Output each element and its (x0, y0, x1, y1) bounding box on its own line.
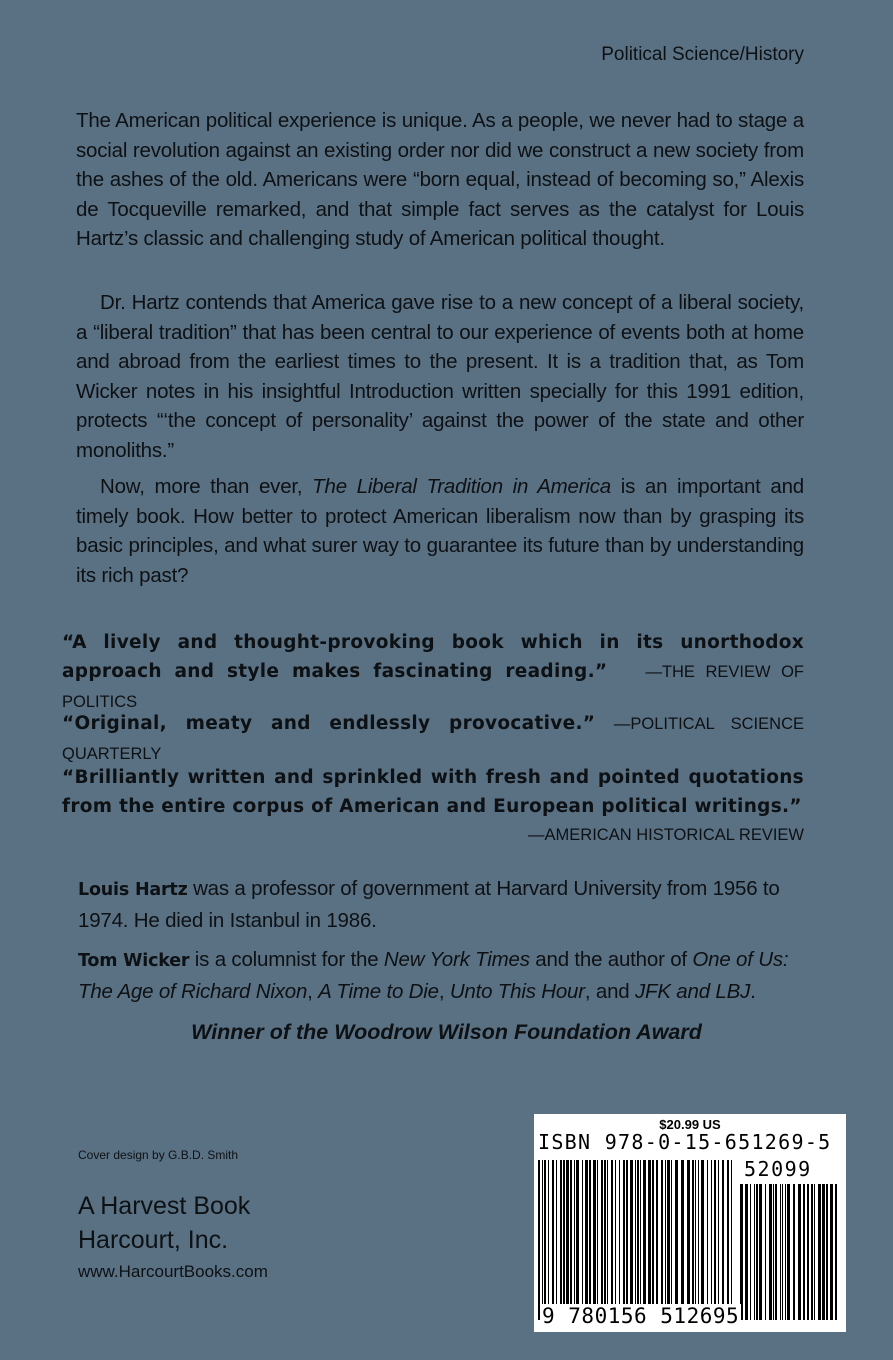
barcode-bar (542, 1160, 543, 1320)
barcode-bar (803, 1184, 805, 1320)
publisher-website: www.HarcourtBooks.com (78, 1262, 268, 1281)
book-jfk-lbj: JFK and LBJ (634, 979, 751, 1003)
barcode-bar (793, 1184, 795, 1320)
barcode-bar (615, 1160, 616, 1320)
barcode-bar (830, 1184, 833, 1320)
barcode-bar (765, 1184, 766, 1320)
barcode-bar (785, 1184, 786, 1320)
intro-sep-2: , (438, 979, 450, 1003)
barcode-bar (611, 1160, 613, 1320)
barcode-bar (619, 1160, 620, 1320)
barcode-bar (714, 1160, 716, 1320)
barcode-bar (818, 1184, 821, 1320)
intro-text-2: and the author of (529, 948, 693, 971)
barcode-bar (630, 1160, 633, 1320)
quote-source-3: —AMERICAN HISTORICAL REVIEW (528, 826, 804, 844)
author-name: Louis Hartz (78, 880, 188, 900)
barcode-bar (727, 1160, 729, 1320)
barcode-bar (707, 1160, 708, 1320)
description-paragraph-3 (76, 472, 804, 590)
publisher-imprint: A Harvest Book (78, 1192, 251, 1220)
barcode-bar (582, 1160, 583, 1320)
barcode-bar (552, 1160, 554, 1320)
barcode-bar (585, 1160, 588, 1320)
barcode-bar (667, 1160, 670, 1320)
barcode-bar (607, 1160, 608, 1320)
description-text-2: Dr. Hartz contends that America gave rise to a new concept of a liberal society, a “liberal tradition” that has been central to our experience of events both at home and abroad from the earliest times to the present. It is a tradition that, as Tom Wicker notes in his insightful Introduction written specially for this 1991 edition, protects “‘the concept of personality’ against the power of the state and other monoliths.” (76, 291, 804, 462)
barcode-bar (570, 1160, 572, 1320)
barcode-bar (623, 1160, 625, 1320)
barcode-bar (722, 1160, 724, 1320)
author-bio-text: was a professor of government at Harvard University from 1956 to 1974. He died in Istanbul in 1986. (78, 877, 780, 932)
barcode-bar (769, 1184, 772, 1320)
quote-source-1: —THE REVIEW OF POLITICS (62, 663, 804, 711)
barcode-bar (687, 1160, 690, 1320)
quote-text-3: “Brilliantly written and sprinkled with fresh and pointed quotations from the entire corpus of American and European political writings.” (62, 767, 804, 817)
barcode-bar (798, 1184, 801, 1320)
barcode-bar (681, 1160, 684, 1320)
barcode-bar (626, 1160, 628, 1320)
barcode-bar (835, 1184, 837, 1320)
book-one-of-us: One of Us: The Age of Richard Nixon (78, 948, 789, 1003)
barcode-bar (671, 1160, 672, 1320)
barcode-bar (745, 1184, 748, 1320)
ean-barcode-bars (538, 1160, 734, 1320)
barcode-bar (675, 1160, 678, 1320)
barcode-bar (750, 1184, 751, 1320)
description-paragraph-1 (76, 106, 804, 254)
p3-after: is an important and timely book. How better to protect American liberalism now than by grasping its basic principles, and what surer way to guarantee its future than by understanding its rich past? (76, 475, 804, 587)
book-unto-this-hour: Unto This Hour (449, 979, 585, 1003)
intro-text-1: is a columnist for the (189, 948, 384, 971)
author-bio (78, 874, 806, 935)
barcode-bar (807, 1184, 809, 1320)
review-quote-1 (62, 628, 804, 717)
barcode-bar (780, 1184, 781, 1320)
barcode-bar (637, 1160, 639, 1320)
barcode-bar (648, 1160, 651, 1320)
barcode-bar (787, 1184, 790, 1320)
barcode-bar (698, 1160, 699, 1320)
barcode-bar (718, 1160, 719, 1320)
description-text-3 (76, 472, 804, 590)
publisher-name: Harcourt, Inc. (78, 1226, 229, 1254)
description-text-1: The American political experience is unique. As a people, we never had to stage a social revolution against an existing order nor did we construct a new society from the ashes of the old. Americans were “born equal, instead of becoming so,” Alexis de Tocqueville remarked, and that simple fact serves as the catalyst for Louis Hartz’s classic and challenging study of American political thought. (76, 109, 804, 251)
barcode-bar (604, 1160, 606, 1320)
review-quote-2 (62, 709, 804, 769)
barcode-bar (576, 1160, 579, 1320)
category-label: Political Science/History (601, 44, 804, 65)
quote-text-1: “A lively and thought-provoking book which in its unorthodox approach and style makes fascinating reading.” (62, 632, 804, 682)
barcode-bar (711, 1160, 712, 1320)
barcode-bar (643, 1160, 646, 1320)
book-time-to-die: A Time to Die (318, 979, 439, 1003)
barcode-box (534, 1114, 846, 1332)
barcode-bar (593, 1160, 596, 1320)
ean-digits: 9 780156 512695 (542, 1304, 740, 1328)
p3-before: Now, more than ever, (100, 475, 313, 498)
addon-barcode-bars (740, 1184, 840, 1320)
barcode-bar (544, 1160, 546, 1320)
barcode-bar (574, 1160, 575, 1320)
nyt-title: New York Times (383, 948, 530, 971)
intro-sep-3: , and (584, 979, 635, 1003)
book-title-italic: The Liberal Tradition in America (312, 475, 611, 498)
barcode-bar (822, 1184, 825, 1320)
barcode-bar (775, 1184, 777, 1320)
quote-source-2: —POLITICAL SCIENCE QUARTERLY (62, 715, 804, 763)
addon-digits: 52099 (744, 1157, 812, 1181)
barcode-bar (560, 1160, 562, 1320)
barcode-bar (538, 1160, 540, 1320)
barcode-bar (566, 1160, 569, 1320)
barcode-bar (589, 1160, 591, 1320)
barcode-bar (701, 1160, 704, 1320)
barcode-bar (740, 1184, 743, 1320)
introducer-name: Tom Wicker (78, 951, 190, 971)
barcode-bar (563, 1160, 565, 1320)
barcode-bar (661, 1160, 663, 1320)
description-paragraph-2 (76, 288, 804, 466)
barcode-bar (695, 1160, 696, 1320)
barcode-bar (782, 1184, 783, 1320)
award-line: Winner of the Woodrow Wilson Foundation Award (191, 1020, 702, 1044)
barcode-bar (640, 1160, 641, 1320)
barcode-bar (548, 1160, 549, 1320)
barcode-bar (665, 1160, 666, 1320)
barcode-bar (601, 1160, 603, 1320)
barcode-bar (652, 1160, 654, 1320)
price-label: $20.99 US (659, 1117, 721, 1132)
barcode-bar (692, 1160, 694, 1320)
barcode-bar (756, 1184, 758, 1320)
barcode-bar (811, 1184, 813, 1320)
barcode-bar (759, 1184, 762, 1320)
intro-end: . (750, 979, 756, 1003)
barcode-bar (814, 1184, 815, 1320)
barcode-bar (754, 1184, 755, 1320)
review-quote-3 (62, 763, 804, 850)
barcode-bar (731, 1160, 732, 1320)
barcode-bar (773, 1184, 774, 1320)
introducer-bio (78, 945, 806, 1006)
barcode-bar (597, 1160, 598, 1320)
barcode-bar (635, 1160, 636, 1320)
barcode-bar (826, 1184, 828, 1320)
barcode-bar (656, 1160, 658, 1320)
isbn-text: ISBN 978-0-15-651269-5 (538, 1130, 832, 1154)
barcode-bar (556, 1160, 557, 1320)
cover-design-credit: Cover design by G.B.D. Smith (78, 1148, 239, 1162)
intro-sep-1: , (307, 979, 319, 1003)
quote-text-2: “Original, meaty and endlessly provocative.” (62, 713, 596, 734)
